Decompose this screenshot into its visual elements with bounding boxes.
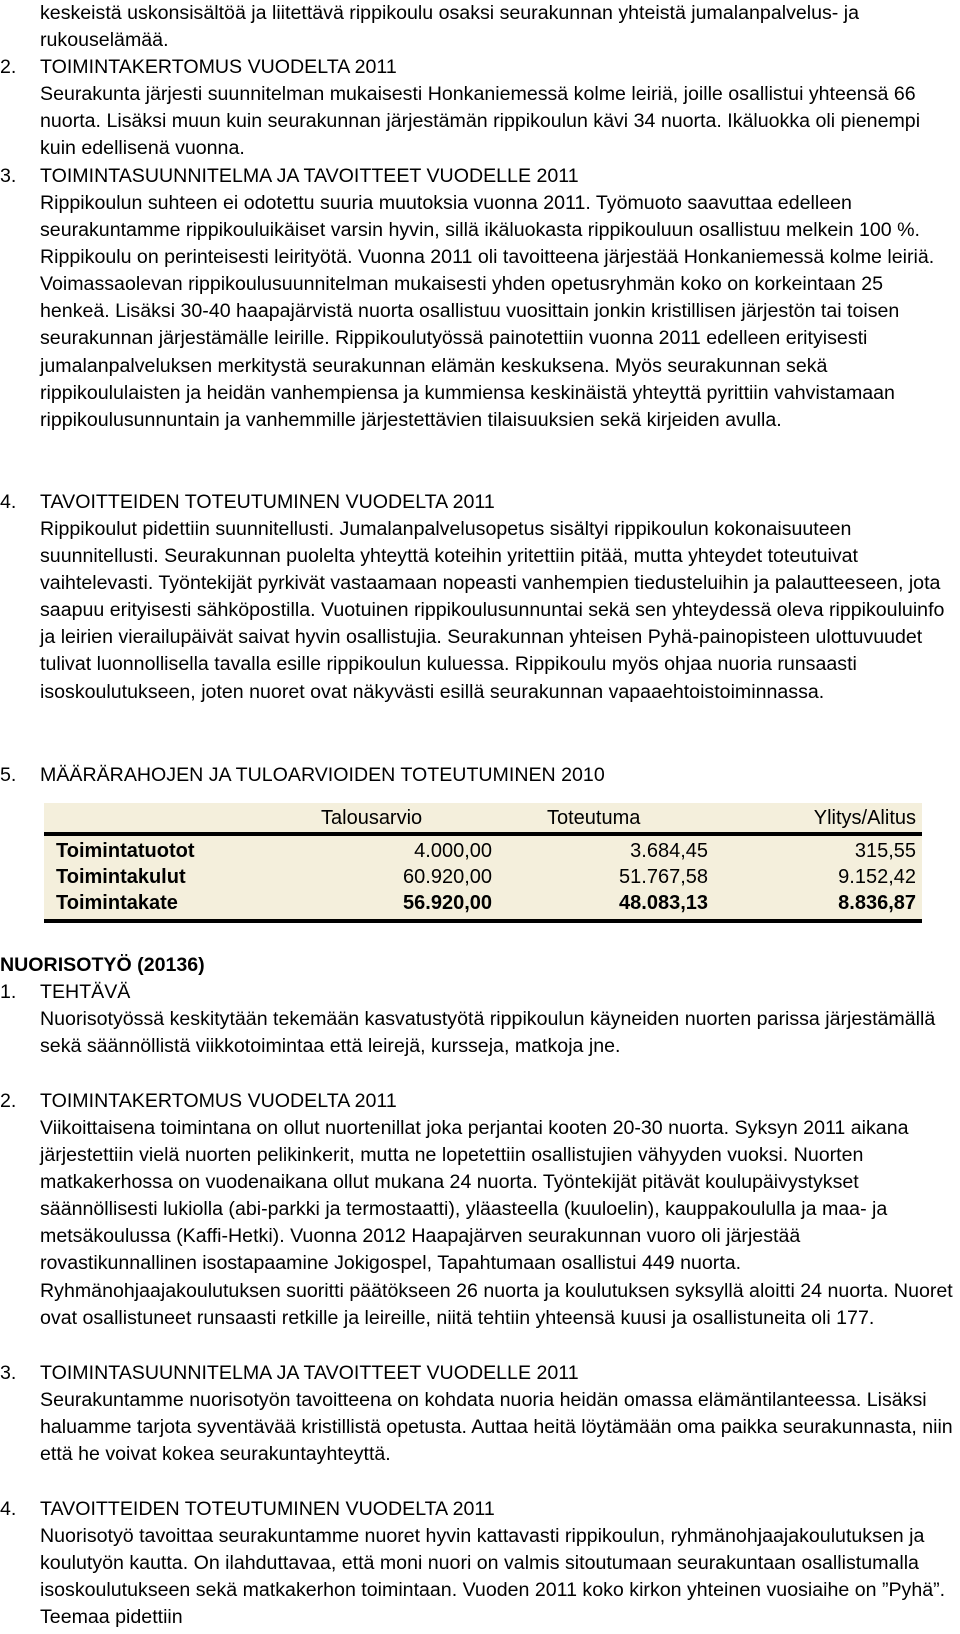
nuorisotyo-s3-text: Seurakuntamme nuorisotyön tavoitteena on kohdata nuoria heidän omassa elämäntilanteessa. Lisäksi haluamme tarjota syventävää kristillistä opetusta. Auttaa heitä löytämään oma paikka seurakunnasta, niin että he voivat kokea seurakuntayhteyttä.: [40, 1389, 953, 1466]
heading-title: TOIMINTASUUNNITELMA JA TAVOITTEET VUODELLE 2011: [40, 1362, 579, 1384]
nuorisotyo-s2-text: Viikoittaisena toimintana on ollut nuortenillat joka perjantai kooten 20-30 nuorta. Syksyn 2011 aikana järjestettiin vielä nuorten pelikinkerit, mutta ne lopetettiin osallistujien vähyyden vuoksi. Nuorten matkakerhossa on vuodenaikana ollut mukana 24 nuorta. Työntekijät pitävät koulupäivystykset säännöllisesti lukiolla (abi-parkki ja termostaatti), yläasteella (kuuloelin), kauppakoululla ja maa- ja metsäkoulussa (Kaffi-Hetki). Vuonna 2012 Haapajärven seurakunnan vuoro oli järjestää rovastikunnallinen isostapaamine Jokigospel, Tapahtumaan osallistui 449 nuorta. Ryhmänohjaajakoulutuksen suoritti päätökseen 26 nuorta ja koulutuksen syksyllä aloitti 24 nuorta. Nuoret ovat osallistuneet runsaasti retkille ja leireille, niitä tehtiin yhteensä kuusi ja osallistuneita oli 177.: [40, 1117, 953, 1329]
heading-number: 3.: [0, 165, 17, 187]
cell-ylitys-alitus: 8.836,87: [838, 892, 916, 914]
rippikoulu-s3-text: Rippikoulun suhteen ei odotettu suuria muutoksia vuonna 2011. Työmuoto saavuttaa edelleen seurakuntamme rippikouluikäiset varsin hyvin, sillä ikäluokasta rippikouluun osallistuu melkein 100 %. Rippikoulu on perinteisesti leirityötä. Vuonna 2011 oli tavoitteena järjestää Honkaniemessä kolme leiriä. Voimassaolevan rippikoulusuunnitelman mukaisesti yhden opetusryhmän koko on korkeintaan 25 henkeä. Lisäksi 30-40 haapajärvistä nuorta osallistuu vuosittain jonkin kristillisen järjestön tai toisen seurakunnan järjestämälle leirille. Rippikoulutyössä painotettiin vuonna 2011 edelleen erityisesti jumalanpalveluksen merkitystä seurakunnan elämän keskuksena. Myös seurakunnan sekä rippikoululaisten ja heidän vanhempiensa ja kummiensa keskinäistä yhteyttä pyrittiin vahvistamaan rippikoulusunnuntain ja vanhemmille järjestettävien tilaisuuksien sekä kirjeiden avulla.: [40, 192, 935, 431]
rippikoulu-s2-text: Seurakunta järjesti suunnitelman mukaisesti Honkaniemessä kolme leiriä, joille osallistui yhteensä 66 nuorta. Lisäksi muun kuin seurakunnan järjestämän rippikoulun kävi 34 nuorta. Ikäluokka oli pienempi kuin edellisenä vuonna.: [40, 83, 921, 160]
heading-title: TOIMINTAKERTOMUS VUODELTA 2011: [40, 1090, 397, 1112]
table-row: [44, 838, 922, 864]
column-header-talousarvio: Talousarvio: [321, 807, 423, 829]
rippikoulu-intro-text: keskeistä uskonsisältöä ja liitettävä rippikoulu osaksi seurakunnan yhteistä jumalanpalvelus- ja rukouselämää.: [40, 2, 860, 52]
cell-toteutuma: 48.083,13: [619, 892, 708, 914]
heading-number: 4.: [0, 1498, 17, 1520]
table-bottom-rule: [44, 919, 922, 923]
rippikoulu-s4-text: Rippikoulut pidettiin suunnitellusti. Jumalanpalvelusopetus sisältyi rippikoulun kokonaisuuteen suunnitellusti. Seurakunnan puolelta yhteyttä koteihin yritettiin pitää, mutta yhteydet toteutuivat vaihtelevasti. Työntekijät pyrkivät vastaamaan nopeasti vanhempien tiedusteluihin ja palautteeseen, jota saapuu erityisesti sähköpostilla. Vuotuinen rippikoulusunnuntai sekä sen yhteydessä oleva rippikouluinfo ja leirien vierailupäivät saivat hyvin osallistujia. Seurakunnan yhteisen Pyhä-painopisteen ulottuvuudet tulivat luonnollisella tavalla esille rippikoulun kuluessa. Rippikoulu myös ohjaa nuoria runsaasti isoskoulutukseen, joten nuoret ovat näkyvästi esillä seurakunnan vapaaehtoistoiminnassa.: [40, 518, 945, 703]
heading-title: TOIMINTAKERTOMUS VUODELTA 2011: [40, 56, 397, 78]
heading-number: 2.: [0, 1090, 17, 1112]
heading-title: TAVOITTEIDEN TOTEUTUMINEN VUODELTA 2011: [40, 1498, 495, 1520]
budget-table: [44, 803, 922, 923]
row-label: Toimintatuotot: [56, 840, 195, 862]
table-header-rule: [44, 832, 922, 836]
heading-number: 2.: [0, 56, 17, 78]
column-header-ylitys-alitus: Ylitys/Alitus: [813, 807, 916, 829]
cell-toteutuma: 3.684,45: [630, 840, 708, 862]
cell-talousarvio: 56.920,00: [403, 892, 492, 914]
heading-title: TAVOITTEIDEN TOTEUTUMINEN VUODELTA 2011: [40, 491, 495, 513]
cell-ylitys-alitus: 9.152,42: [838, 866, 916, 888]
cell-talousarvio: 60.920,00: [403, 866, 492, 888]
heading-number: 5.: [0, 764, 17, 786]
heading-number: 3.: [0, 1362, 17, 1384]
column-header-toteutuma: Toteutuma: [547, 807, 641, 829]
heading-title: MÄÄRÄRAHOJEN JA TULOARVIOIDEN TOTEUTUMINEN 2010: [40, 764, 605, 786]
nuorisotyo-s4-text: Nuorisotyö tavoittaa seurakuntamme nuoret hyvin kattavasti rippikoulun, ryhmänohjaajakoulutuksen ja koulutyön kautta. On ilahduttavaa, että moni nuori on valmis sitoutumaan seurakuntaan osallistumalla isoskoulutukseen sekä matkakerhon toimintaan. Vuoden 2011 koko kirkon yhteinen vuosiaihe on ”Pyhä”. Teemaa pidettiin: [40, 1525, 946, 1629]
table-row: [44, 890, 922, 916]
row-label: Toimintakulut: [56, 866, 186, 888]
nuorisotyo-s1-text: Nuorisotyössä keskitytään tekemään kasvatustyötä rippikoulun käyneiden nuorten parissa järjestämällä sekä säännöllistä viikkotoimintaa että leirejä, kursseja, matkoja jne.: [40, 1008, 936, 1058]
heading-title: TOIMINTASUUNNITELMA JA TAVOITTEET VUODELLE 2011: [40, 165, 579, 187]
row-label: Toimintakate: [56, 892, 178, 914]
cell-talousarvio: 4.000,00: [414, 840, 492, 862]
heading-title: TEHTÄVÄ: [40, 981, 131, 1003]
table-row: [44, 864, 922, 890]
cell-ylitys-alitus: 315,55: [854, 840, 916, 862]
cell-toteutuma: 51.767,58: [619, 866, 708, 888]
budget-table-header: [44, 803, 922, 831]
heading-number: 4.: [0, 491, 17, 513]
section-title-nuorisotyo: NUORISOTYÖ (20136): [0, 954, 205, 976]
heading-number: 1.: [0, 981, 17, 1003]
